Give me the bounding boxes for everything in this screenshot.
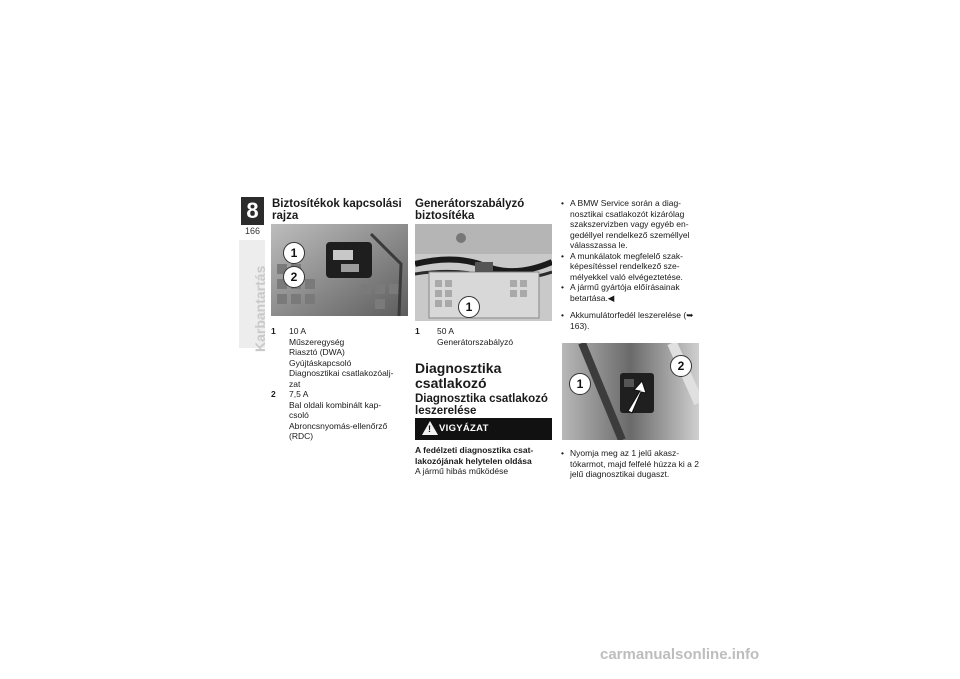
warning-banner [415, 418, 552, 440]
callout-2: 2 [283, 266, 305, 288]
fuse-line: Riasztó (DWA) [289, 347, 345, 357]
chapter-number: 8 [241, 197, 264, 225]
warning-label: VIGYÁZAT [439, 423, 489, 434]
reference-list [561, 310, 699, 331]
fuse-diagram-heading: Biztosítékok kapcsolási rajza [272, 198, 402, 222]
fuse-line: Diagnosztikai csatlakozóalj- [289, 368, 394, 378]
callout-1: 1 [283, 242, 305, 264]
fuse-line: 50 A [437, 326, 455, 336]
fuse-line: 7,5 A [289, 389, 309, 399]
watermark: carmanualsonline.info [600, 646, 760, 663]
fuse-line: Generátorszabályzó [437, 336, 514, 347]
callout-2: 2 [670, 355, 692, 377]
list-item: • A BMW Service során a diag-nosztikai csatlakozót kizárólag szakszervizben vagy egyéb en-gedéllyel rendelkező személlyel válasszassa le. [561, 198, 699, 251]
fuse-item-1 [271, 326, 406, 389]
chapter-title: Karbantartás [252, 265, 268, 352]
battery-cover-reference[interactable]: • Akkumulátorfedél leszerelése (➥ 163). [561, 310, 699, 331]
warning-bold-text: A fedélzeti diagnosztika csat-lakozójának helytelen oldása [415, 445, 534, 466]
callout-1: 1 [569, 373, 591, 395]
list-item: • A jármű gyártója előírásainak betartása.◀ [561, 282, 699, 303]
removal-step: • Nyomja meg az 1 jelű akasz-tókarmot, majd felfelé húzza ki a 2 jelű diagnosztikai dugaszt. [561, 448, 699, 480]
step-list [561, 448, 699, 480]
fuse-line: 10 A [289, 326, 307, 336]
page-number: 166 [244, 226, 261, 236]
diagnostic-removal-heading: Diagnosztika csatlakozó leszerelése [415, 393, 548, 417]
fuse-item-number: 1 [271, 326, 276, 336]
diagnostic-connector-heading: Diagnosztika csatlakozó [415, 360, 502, 391]
fuse-item-number: 2 [271, 389, 276, 399]
fuse-line: csoló [289, 410, 309, 420]
generator-fuse-heading: Generátorszabályzó biztosítéka [415, 198, 525, 222]
fuse-line: Bal oldali kombinált kap- [289, 399, 382, 410]
callout-1: 1 [458, 296, 480, 318]
fuse-line: zat [289, 378, 301, 389]
fuse-item-2 [271, 389, 406, 442]
warning-text: A jármű hibás működése [415, 466, 509, 476]
fuse-line: Abroncsnyomás-ellenőrző [289, 420, 388, 431]
generator-regulator-photo [415, 224, 552, 321]
fuse-list [271, 326, 406, 442]
diagnostic-connector-photo [562, 343, 699, 440]
fuse-item-number: 1 [415, 326, 420, 336]
fuse-line: Műszeregység [289, 336, 345, 347]
fuse-line: Gyújtáskapcsoló [289, 357, 352, 368]
fuse-line: (RDC) [289, 431, 314, 441]
generator-fuse-item [415, 326, 552, 347]
list-item: • A munkálatok megfelelő szak-képesítéssel rendelkező sze-mélyekkel való elvégeztetése. [561, 251, 699, 283]
fuse-box-photo [271, 224, 408, 316]
warning-triangle-icon: ! [422, 421, 438, 435]
warning-bullet-list [561, 198, 699, 303]
